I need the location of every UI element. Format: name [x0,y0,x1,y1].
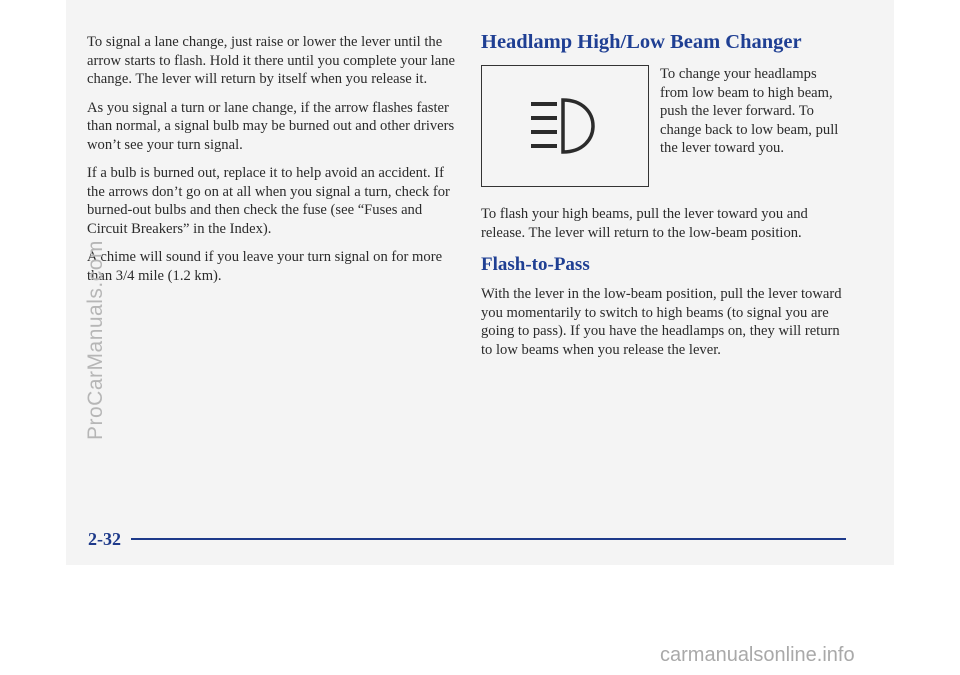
paragraph-burned-out-bulb: If a bulb is burned out, replace it to help avoid an accident. If the arrows don’t go on at all when you signal a turn, check for burned-out bulbs and then check the fuse (see “Fuses and Circuit Breakers” in the Index). [87,165,450,237]
figure-row [481,65,853,187]
page-number: 2-32 [88,528,121,549]
left-column [87,33,455,295]
side-watermark: ProCarManuals.com [84,240,107,440]
paragraph-chime: A chime will sound if you leave your turn signal on for more than 3/4 mile (1.2 km). [87,249,443,284]
high-beam-icon [523,94,607,158]
figure-caption: To change your headlamps from low beam to high beam, push the lever forward. To change back to low beam, pull the lever toward you. [660,66,839,156]
right-column [481,30,853,369]
section-heading: Headlamp High/Low Beam Changer [481,31,802,53]
paragraph-bulb-flash: As you signal a turn or lane change, if the arrow flashes faster than normal, a signal bulb may be burned out and other drivers won’t see your turn signal. [87,99,455,153]
paragraph-flash-high-beams: To flash your high beams, pull the lever toward you and release. The lever will return to the low-beam position. [481,206,808,241]
footer-rule [131,538,846,540]
paragraph-flash-to-pass: With the lever in the low-beam position, pull the lever toward you momentarily to switch to high beams (to signal you are going to pass). If you have the headlamps on, they will return to low beams when you release the lever. [481,286,842,358]
paragraph-lane-change: To signal a lane change, just raise or lower the lever until the arrow starts to flash. Hold it there until you complete your lane change. The lever will return by itself when you release it. [87,34,455,87]
subheading-flash-to-pass: Flash-to-Pass [481,254,590,275]
page-footer [88,527,846,551]
high-beam-figure [481,65,649,187]
bottom-watermark: carmanualsonline.info [660,644,855,666]
